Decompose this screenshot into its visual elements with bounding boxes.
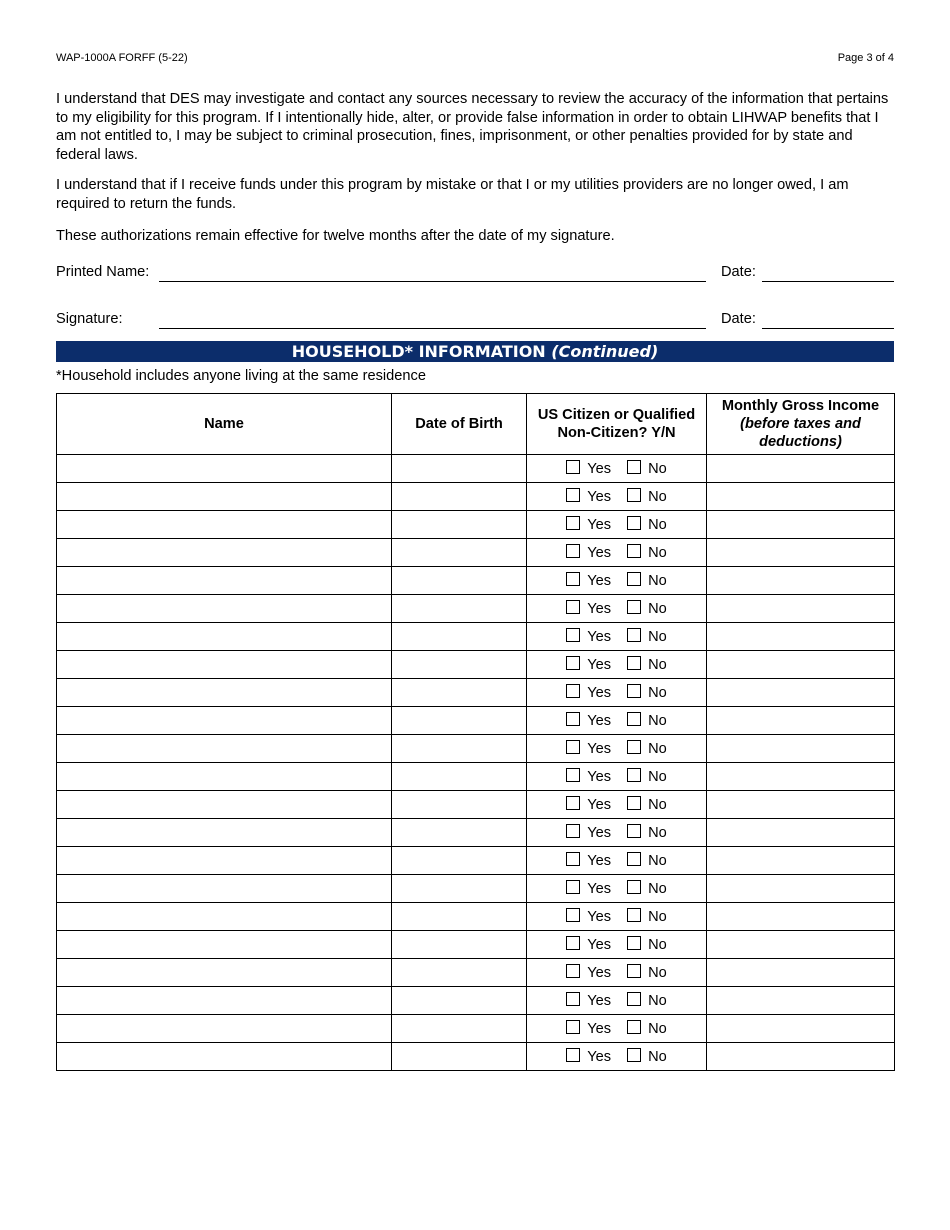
table-row [57,735,895,763]
section-title-suffix: (Continued) [551,342,659,361]
yes-checkbox[interactable] [566,460,580,474]
income-cell[interactable] [707,567,895,595]
paragraph-return-funds: I understand that if I receive funds under this program by mistake or that I or my utilities providers are no longer owed, I am required to return the funds. [56,177,849,212]
yes-checkbox[interactable] [566,572,580,586]
yes-label: Yes [587,825,612,841]
dob-cell[interactable] [392,679,527,707]
citizen-cell [527,623,707,651]
table-row [57,987,895,1015]
income-cell[interactable] [707,623,895,651]
income-cell[interactable] [707,847,895,875]
dob-cell[interactable] [392,847,527,875]
yes-label: Yes [587,993,612,1009]
income-header-line2: (before taxes and [740,416,861,432]
table-row [57,455,895,483]
signature-row [56,311,894,331]
no-label: No [648,657,667,673]
yes-checkbox[interactable] [566,824,580,838]
income-cell[interactable] [707,707,895,735]
yes-label: Yes [587,937,612,953]
name-cell[interactable] [57,791,392,819]
household-table-body [57,455,895,1071]
citizen-cell [527,707,707,735]
yes-checkbox[interactable] [566,656,580,670]
yes-checkbox[interactable] [566,908,580,922]
no-checkbox[interactable] [627,488,641,502]
dob-cell[interactable] [392,1015,527,1043]
table-row [57,1015,895,1043]
no-checkbox[interactable] [627,516,641,530]
column-header-name: Name [57,394,392,455]
no-option[interactable] [627,656,667,673]
dob-cell[interactable] [392,511,527,539]
yes-label: Yes [587,909,612,925]
column-header-citizen [527,394,707,455]
household-table [56,393,895,1071]
income-cell[interactable] [707,735,895,763]
citizen-header-line2: Non-Citizen? Y/N [557,425,676,441]
yes-option[interactable] [566,628,611,645]
no-label: No [648,881,667,897]
name-cell[interactable] [57,539,392,567]
name-cell[interactable] [57,651,392,679]
yes-label: Yes [587,1049,612,1065]
citizen-cell [527,1015,707,1043]
form-id: WAP-1000A FORFF (5-22) [56,52,188,64]
income-cell[interactable] [707,931,895,959]
yes-option[interactable] [566,936,611,953]
yes-option[interactable] [566,796,611,813]
table-row [57,539,895,567]
name-cell[interactable] [57,1015,392,1043]
name-cell[interactable] [57,483,392,511]
yes-label: Yes [587,713,612,729]
no-option[interactable] [627,516,667,533]
income-cell[interactable] [707,455,895,483]
no-checkbox[interactable] [627,992,641,1006]
yes-label: Yes [587,853,612,869]
section-banner [56,341,894,362]
no-option[interactable] [627,992,667,1009]
dob-cell[interactable] [392,819,527,847]
dob-cell[interactable] [392,987,527,1015]
dob-cell[interactable] [392,959,527,987]
no-option[interactable] [627,740,667,757]
income-cell[interactable] [707,1043,895,1071]
table-row [57,791,895,819]
yes-label: Yes [587,741,612,757]
table-row [57,763,895,791]
no-label: No [648,461,667,477]
name-cell[interactable] [57,707,392,735]
no-option[interactable] [627,1048,667,1065]
yes-option[interactable] [566,712,611,729]
yes-checkbox[interactable] [566,628,580,642]
citizen-cell [527,903,707,931]
income-cell[interactable] [707,819,895,847]
yes-checkbox[interactable] [566,1020,580,1034]
yes-option[interactable] [566,768,611,785]
yes-label: Yes [587,965,612,981]
no-label: No [648,685,667,701]
no-checkbox[interactable] [627,656,641,670]
no-option[interactable] [627,880,667,897]
income-header-line1: Monthly Gross Income [721,398,880,414]
printed-name-field[interactable] [159,281,706,282]
citizen-cell [527,763,707,791]
income-header-line3: deductions) [759,434,842,450]
yes-option[interactable] [566,544,611,561]
table-row [57,959,895,987]
income-cell[interactable] [707,875,895,903]
name-cell[interactable] [57,735,392,763]
no-checkbox[interactable] [627,600,641,614]
no-option[interactable] [627,488,667,505]
printed-name-label: Printed Name: [56,264,150,280]
no-checkbox[interactable] [627,768,641,782]
yes-label: Yes [587,1021,612,1037]
table-row [57,651,895,679]
income-cell[interactable] [707,903,895,931]
no-label: No [648,937,667,953]
yes-checkbox[interactable] [566,1048,580,1062]
no-checkbox[interactable] [627,712,641,726]
yes-checkbox[interactable] [566,936,580,950]
yes-label: Yes [587,629,612,645]
yes-option[interactable] [566,516,611,533]
yes-checkbox[interactable] [566,712,580,726]
no-label: No [648,741,667,757]
yes-checkbox[interactable] [566,852,580,866]
column-header-dob: Date of Birth [392,394,527,455]
no-option[interactable] [627,1020,667,1037]
no-checkbox[interactable] [627,628,641,642]
income-cell[interactable] [707,959,895,987]
table-row [57,931,895,959]
yes-option[interactable] [566,656,611,673]
citizen-cell [527,1043,707,1071]
no-label: No [648,769,667,785]
table-row [57,1043,895,1071]
citizen-cell [527,791,707,819]
no-checkbox[interactable] [627,740,641,754]
dob-cell[interactable] [392,875,527,903]
date-label: Date: [721,311,756,327]
name-cell[interactable] [57,455,392,483]
no-option[interactable] [627,964,667,981]
yes-label: Yes [587,685,612,701]
no-checkbox[interactable] [627,684,641,698]
citizen-cell [527,959,707,987]
yes-option[interactable] [566,964,611,981]
paragraph-investigation: I understand that DES may investigate and contact any sources necessary to review the accuracy of the information that pertains to my eligibility for this program. If I intentionally hide, alter, or provide false information in order to obtain LIHWAP benefits that I am not entitled to, I may be subject to criminal prosecution, fines, imprisonment, or other penalties provided for by state and federal laws. [56,91,889,164]
citizen-header-line1: US Citizen or Qualified [537,407,696,423]
income-cell[interactable] [707,987,895,1015]
no-option[interactable] [627,628,667,645]
yes-option[interactable] [566,572,611,589]
name-cell[interactable] [57,819,392,847]
table-row [57,483,895,511]
name-cell[interactable] [57,875,392,903]
name-cell[interactable] [57,847,392,875]
date-label: Date: [721,264,756,280]
no-checkbox[interactable] [627,460,641,474]
yes-label: Yes [587,601,612,617]
table-row [57,847,895,875]
citizen-cell [527,567,707,595]
yes-checkbox[interactable] [566,796,580,810]
yes-option[interactable] [566,460,611,477]
no-checkbox[interactable] [627,880,641,894]
citizen-cell [527,511,707,539]
yes-option[interactable] [566,880,611,897]
no-label: No [648,629,667,645]
yes-label: Yes [587,797,612,813]
no-checkbox[interactable] [627,852,641,866]
section-title: HOUSEHOLD* INFORMATION [291,342,546,361]
no-checkbox[interactable] [627,824,641,838]
no-checkbox[interactable] [627,796,641,810]
name-cell[interactable] [57,931,392,959]
yes-label: Yes [587,489,612,505]
no-option[interactable] [627,824,667,841]
name-cell[interactable] [57,595,392,623]
citizen-cell [527,483,707,511]
no-option[interactable] [627,600,667,617]
yes-option[interactable] [566,824,611,841]
name-cell[interactable] [57,679,392,707]
income-cell[interactable] [707,679,895,707]
income-cell[interactable] [707,1015,895,1043]
table-row [57,875,895,903]
no-label: No [648,601,667,617]
no-option[interactable] [627,712,667,729]
table-row [57,567,895,595]
yes-checkbox[interactable] [566,880,580,894]
yes-checkbox[interactable] [566,992,580,1006]
no-label: No [648,993,667,1009]
citizen-cell [527,819,707,847]
no-checkbox[interactable] [627,1020,641,1034]
dob-cell[interactable] [392,931,527,959]
no-option[interactable] [627,852,667,869]
no-option[interactable] [627,572,667,589]
citizen-cell [527,987,707,1015]
no-option[interactable] [627,796,667,813]
income-cell[interactable] [707,483,895,511]
dob-cell[interactable] [392,595,527,623]
income-cell[interactable] [707,651,895,679]
yes-checkbox[interactable] [566,600,580,614]
yes-label: Yes [587,769,612,785]
table-row [57,511,895,539]
table-row [57,623,895,651]
name-cell[interactable] [57,763,392,791]
no-checkbox[interactable] [627,544,641,558]
household-note: *Household includes anyone living at the same residence [56,368,426,384]
citizen-cell [527,539,707,567]
printed-name-date-field[interactable] [762,281,894,282]
dob-cell[interactable] [392,455,527,483]
no-label: No [648,797,667,813]
signature-field[interactable] [159,328,706,329]
dob-cell[interactable] [392,903,527,931]
no-label: No [648,1049,667,1065]
dob-cell[interactable] [392,735,527,763]
income-cell[interactable] [707,595,895,623]
dob-cell[interactable] [392,623,527,651]
no-option[interactable] [627,936,667,953]
dob-cell[interactable] [392,567,527,595]
name-cell[interactable] [57,1043,392,1071]
yes-option[interactable] [566,908,611,925]
citizen-cell [527,847,707,875]
paragraph-authorization: These authorizations remain effective for twelve months after the date of my signature. [56,228,615,244]
no-option[interactable] [627,684,667,701]
name-cell[interactable] [57,623,392,651]
dob-cell[interactable] [392,1043,527,1071]
no-option[interactable] [627,544,667,561]
name-cell[interactable] [57,903,392,931]
no-checkbox[interactable] [627,964,641,978]
yes-option[interactable] [566,1048,611,1065]
signature-label: Signature: [56,311,123,327]
citizen-cell [527,931,707,959]
no-label: No [648,713,667,729]
yes-option[interactable] [566,740,611,757]
yes-option[interactable] [566,992,611,1009]
table-row [57,679,895,707]
column-header-income [707,394,895,455]
dob-cell[interactable] [392,763,527,791]
no-label: No [648,909,667,925]
signature-date-field[interactable] [762,328,894,329]
citizen-cell [527,455,707,483]
no-label: No [648,517,667,533]
yes-label: Yes [587,881,612,897]
dob-cell[interactable] [392,539,527,567]
dob-cell[interactable] [392,483,527,511]
yes-checkbox[interactable] [566,964,580,978]
name-cell[interactable] [57,959,392,987]
yes-option[interactable] [566,684,611,701]
yes-checkbox[interactable] [566,544,580,558]
yes-label: Yes [587,657,612,673]
income-cell[interactable] [707,511,895,539]
yes-label: Yes [587,461,612,477]
yes-checkbox[interactable] [566,740,580,754]
citizen-cell [527,679,707,707]
yes-option[interactable] [566,1020,611,1037]
yes-checkbox[interactable] [566,684,580,698]
no-label: No [648,965,667,981]
yes-checkbox[interactable] [566,516,580,530]
name-cell[interactable] [57,987,392,1015]
income-cell[interactable] [707,763,895,791]
page-number: Page 3 of 4 [837,52,894,64]
yes-option[interactable] [566,852,611,869]
no-checkbox[interactable] [627,1048,641,1062]
no-checkbox[interactable] [627,936,641,950]
printed-name-row [56,264,894,284]
table-row [57,819,895,847]
yes-checkbox[interactable] [566,768,580,782]
no-label: No [648,573,667,589]
no-option[interactable] [627,908,667,925]
income-cell[interactable] [707,791,895,819]
dob-cell[interactable] [392,791,527,819]
table-row [57,595,895,623]
yes-label: Yes [587,573,612,589]
table-row [57,903,895,931]
no-option[interactable] [627,460,667,477]
no-label: No [648,853,667,869]
no-label: No [648,489,667,505]
income-cell[interactable] [707,539,895,567]
table-row [57,707,895,735]
no-checkbox[interactable] [627,908,641,922]
yes-option[interactable] [566,488,611,505]
yes-checkbox[interactable] [566,488,580,502]
citizen-cell [527,651,707,679]
no-option[interactable] [627,768,667,785]
no-checkbox[interactable] [627,572,641,586]
citizen-cell [527,875,707,903]
dob-cell[interactable] [392,707,527,735]
table-header-row [57,394,895,455]
citizen-cell [527,595,707,623]
name-cell[interactable] [57,511,392,539]
yes-option[interactable] [566,600,611,617]
no-label: No [648,545,667,561]
yes-label: Yes [587,517,612,533]
yes-label: Yes [587,545,612,561]
citizen-cell [527,735,707,763]
no-label: No [648,825,667,841]
no-label: No [648,1021,667,1037]
name-cell[interactable] [57,567,392,595]
dob-cell[interactable] [392,651,527,679]
